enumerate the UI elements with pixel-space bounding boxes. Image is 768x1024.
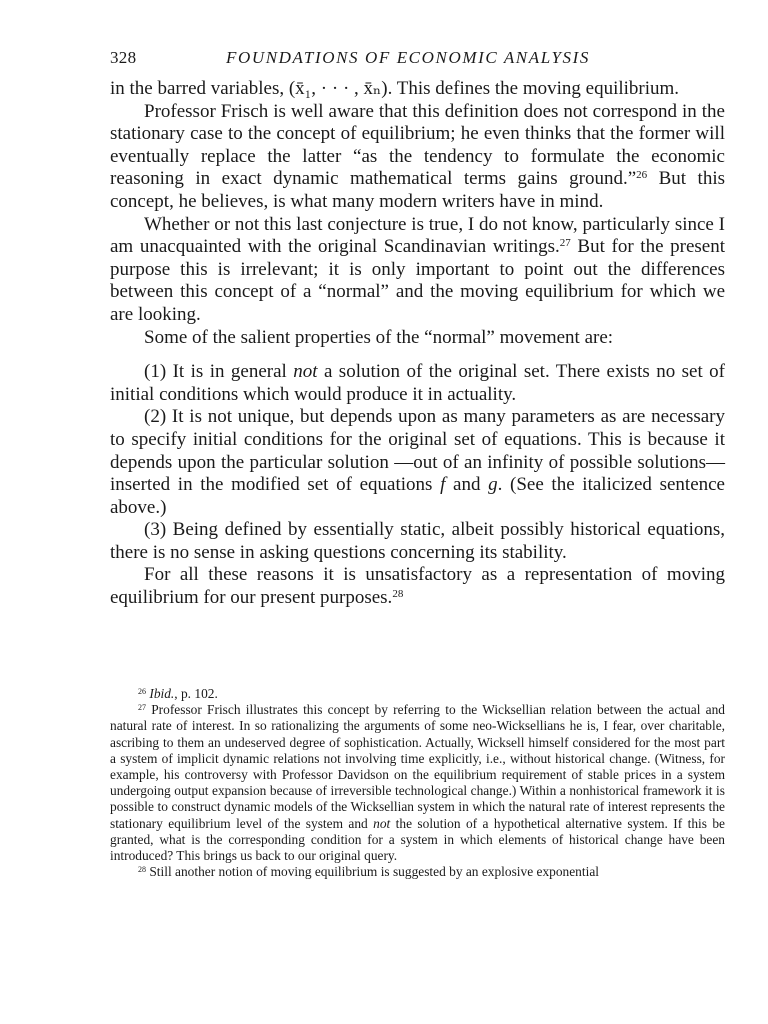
paragraph-conclusion: For all these reasons it is unsatisfactory as a representation of moving equilibrium for our present purposes.$^{28}$	[110, 564, 725, 609]
paragraph-continuation: in the barred variables, (x̄₁, · · · , x̄ₙ). This defines the moving equilibrium.	[110, 78, 680, 99]
property-item-3: (3) Being defined by essentially static, albeit possibly historical equations, there is no sense in asking questions concerning its stability.	[110, 519, 725, 563]
footnote-ref-26: 26	[636, 169, 648, 182]
running-header	[110, 48, 722, 70]
main-text	[110, 78, 725, 610]
footnote-ref-28: 28	[392, 588, 404, 601]
footnote-ref-27: 27	[559, 237, 571, 250]
running-title: FOUNDATIONS OF ECONOMIC ANALYSIS	[226, 48, 590, 67]
footnotes	[110, 686, 725, 880]
page-number: 328	[110, 48, 137, 67]
property-item-1: (1) It is in general not a solution of the original set. There exists no set of initial conditions which would produce it in actuality.	[110, 361, 725, 405]
footnote-26: $^{26}$ Ibid., p. 102.	[138, 686, 218, 701]
footnote-28: $^{28}$ Still another notion of moving equilibrium is suggested by an explosive exponential	[138, 864, 599, 880]
paragraph-properties-intro: Some of the salient properties of the “normal” movement are:	[144, 326, 614, 348]
paragraph-frisch: Professor Frisch is well aware that this definition does not correspond in the stationary case to the concept of equilibrium; he even thinks that the former will eventually replace the latter “as the tendency to formulate the economic reasoning in exact dynamic mathematical terms gains ground.”$^{26}$ But this concept, he believes, is what many modern writers have in mind.	[110, 100, 725, 212]
property-item-2: (2) It is not unique, but depends upon as many parameters as are necessary to specify initial conditions for the original set of equations. This is because it depends upon the particular solution —out of an infinity of possible solutions—inserted in the modified set of equations f and g. (See the italicized sentence above.)	[110, 406, 725, 518]
paragraph-conjecture: Whether or not this last conjecture is true, I do not know, particularly since I am unacquainted with the original Scandinavian writings.$^{27}$ But for the present purpose this is irrelevant; it is only important to point out the differences between this concept of a “normal” and the moving equilibrium for which we are looking.	[110, 213, 725, 325]
footnote-27: $^{27}$ Professor Frisch illustrates this concept by referring to the Wicksellian relation between the actual and natural rate of interest. In so rationalizing the arguments of some neo-Wicksellians he is, I fear, over charitable, ascribing to them an undeserved degree of sophistication. Actually, Wicksell himself considered for the most part a system of implicit dynamic relations not involving time explicitly, i.e., without historical change. (Witness, for example, his controversy with Professor Davidson on the equilibrium requirement of stable prices in a system undergoing output expansion because of irreversible technological change.) Within a nonhistorical framework it is possible to construct dynamic models of the Wicksellian system in which the natural rate of interest represents the stationary equilibrium level of the system and not the solution of a hypothetical alternative system. If this be granted, what is the corresponding condition for a system in which elements of historical change have been introduced? This brings us back to our original query.	[110, 702, 725, 864]
